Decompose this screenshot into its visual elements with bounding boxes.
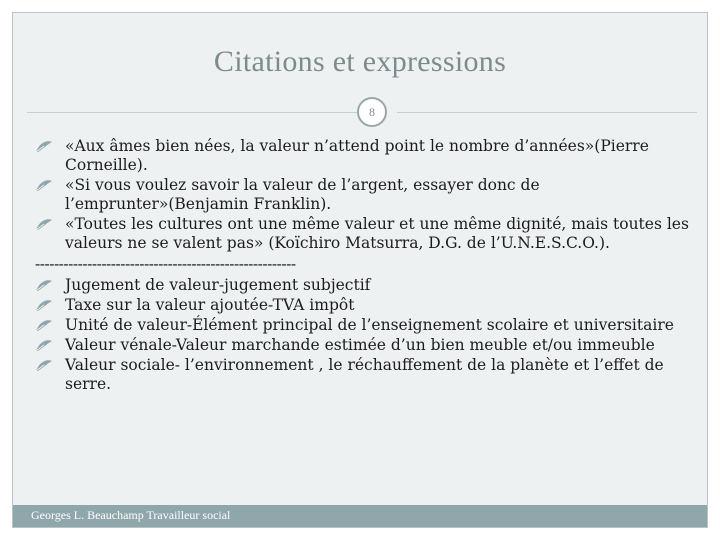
expression-text: Valeur sociale- l’environnement , le réchauffement de la planète et l’effet de serre. xyxy=(65,356,664,393)
title-rule-right xyxy=(397,112,697,113)
expression-item xyxy=(35,296,705,315)
feather-leaf-icon xyxy=(35,140,53,154)
quote-item xyxy=(35,215,705,253)
page-number-badge: 8 xyxy=(357,97,387,127)
feather-leaf-icon xyxy=(35,359,53,373)
title-rule-left xyxy=(27,112,357,113)
feather-leaf-icon xyxy=(35,299,53,313)
quote-item xyxy=(35,176,705,214)
quote-text: «Si vous voulez savoir la valeur de l’argent, essayer donc de l’emprunter»(Benjamin Franklin). xyxy=(65,176,540,213)
feather-leaf-icon xyxy=(35,339,53,353)
feather-leaf-icon xyxy=(35,179,53,193)
expression-item xyxy=(35,276,705,295)
feather-leaf-icon xyxy=(35,218,53,232)
quote-item xyxy=(35,137,705,175)
expression-text: Unité de valeur-Élément principal de l’enseignement scolaire et universitaire xyxy=(65,316,674,334)
expression-text: Jugement de valeur-jugement subjectif xyxy=(65,276,371,294)
slide-title: Citations et expressions xyxy=(213,45,507,78)
quote-text: «Aux âmes bien nées, la valeur n’attend point le nombre d’années»(Pierre Corneille). xyxy=(65,137,649,174)
feather-leaf-icon xyxy=(35,279,53,293)
slide xyxy=(12,12,708,528)
expression-item xyxy=(35,316,705,335)
expression-item xyxy=(35,336,705,355)
footer-author: Georges L. Beauchamp Travailleur social xyxy=(31,508,231,522)
separator-line: ------------------------------------------------------- xyxy=(35,255,296,273)
expression-text: Taxe sur la valeur ajoutée-TVA impôt xyxy=(65,296,355,314)
expression-text: Valeur vénale-Valeur marchande estimée d’un bien meuble et/ou immeuble xyxy=(65,336,655,354)
slide-content xyxy=(35,137,705,395)
feather-leaf-icon xyxy=(35,319,53,333)
quote-text: «Toutes les cultures ont une même valeur et une même dignité, mais toutes les valeurs ne se valent pas» (Koïchiro Matsurra, D.G. de l’U.N.E.S.C.O.). xyxy=(65,215,689,252)
footer-band xyxy=(13,505,707,527)
expression-item xyxy=(35,356,705,394)
